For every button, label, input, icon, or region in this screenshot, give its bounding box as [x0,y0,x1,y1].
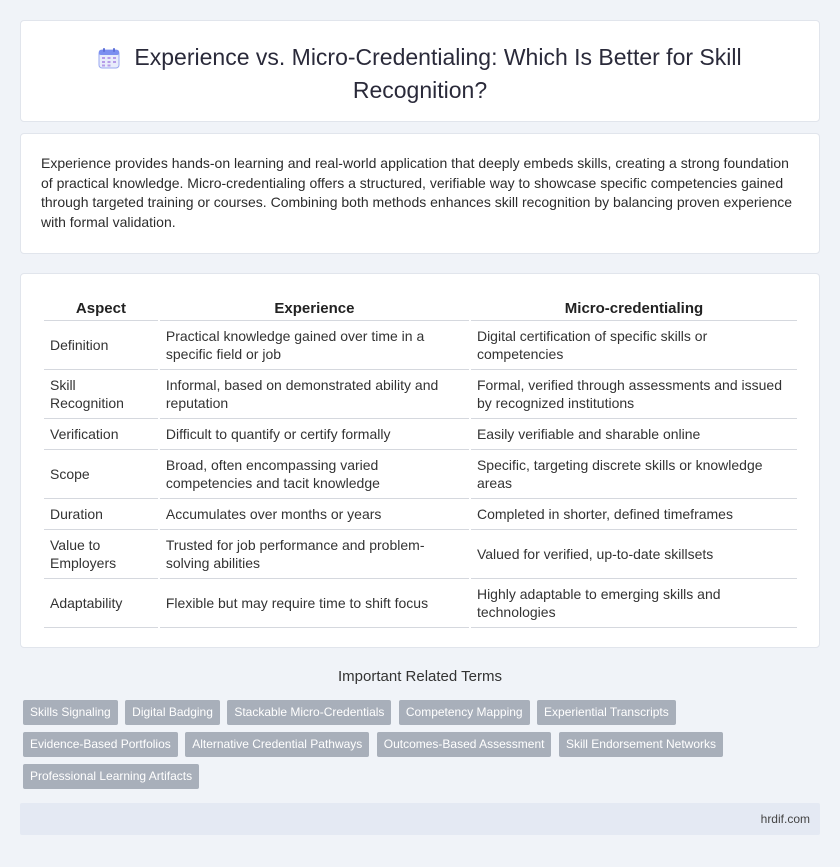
table-row [44,530,797,579]
related-term-tag[interactable]: Stackable Micro-Credentials [227,700,391,725]
related-term-tag[interactable]: Skill Endorsement Networks [559,732,723,757]
experience-cell: Broad, often encompassing varied competencies and tacit knowledge [160,450,469,499]
related-term-tag[interactable]: Competency Mapping [399,700,530,725]
micro-credentialing-cell: Completed in shorter, defined timeframes [471,499,797,530]
aspect-cell: Definition [44,321,158,370]
comparison-table [42,296,799,628]
header-experience: Experience [160,296,469,321]
page-title: Experience vs. Micro-Credentialing: Which Is Better for Skill Recognition? [134,44,742,103]
related-term-tag[interactable]: Digital Badging [125,700,220,725]
table-row [44,419,797,450]
aspect-cell: Verification [44,419,158,450]
aspect-cell: Skill Recognition [44,370,158,419]
micro-credentialing-cell: Easily verifiable and sharable online [471,419,797,450]
intro-paragraph: Experience provides hands-on learning and real-world application that deeply embeds skills, creating a strong foundation of practical knowledge. Micro-credentialing offers a structured, verifiable way to showcase specific competencies gained through targeted training or courses. Combining both methods enhances skill recognition by balancing proven experience with formal validation. [41,155,793,230]
aspect-cell: Scope [44,450,158,499]
aspect-cell: Value to Employers [44,530,158,579]
related-term-tag[interactable]: Evidence-Based Portfolios [23,732,178,757]
experience-cell: Accumulates over months or years [160,499,469,530]
related-terms-list [23,700,803,796]
experience-cell: Informal, based on demonstrated ability and reputation [160,370,469,419]
intro-card [20,133,820,254]
table-row [44,579,797,628]
header-aspect: Aspect [44,296,158,321]
related-term-tag[interactable]: Outcomes-Based Assessment [377,732,552,757]
micro-credentialing-cell: Highly adaptable to emerging skills and technologies [471,579,797,628]
experience-cell: Trusted for job performance and problem-solving abilities [160,530,469,579]
related-term-tag[interactable]: Experiential Transcripts [537,700,676,725]
table-row [44,450,797,499]
related-terms-title: Important Related Terms [338,668,502,685]
related-term-tag[interactable]: Alternative Credential Pathways [185,732,369,757]
table-row [44,321,797,370]
calendar-icon [98,47,120,76]
footer-bar [20,803,820,835]
related-term-tag[interactable]: Professional Learning Artifacts [23,764,199,789]
micro-credentialing-cell: Specific, targeting discrete skills or knowledge areas [471,450,797,499]
table-row [44,499,797,530]
experience-cell: Practical knowledge gained over time in a specific field or job [160,321,469,370]
header-micro-credentialing: Micro-credentialing [471,296,797,321]
micro-credentialing-cell: Digital certification of specific skills or competencies [471,321,797,370]
aspect-cell: Duration [44,499,158,530]
page-title-wrap [61,43,779,105]
experience-cell: Flexible but may require time to shift focus [160,579,469,628]
micro-credentialing-cell: Valued for verified, up-to-date skillsets [471,530,797,579]
experience-cell: Difficult to quantify or certify formally [160,419,469,450]
table-row [44,370,797,419]
comparison-table-card [20,273,820,648]
aspect-cell: Adaptability [44,579,158,628]
footer-site[interactable]: hrdif.com [760,812,810,826]
micro-credentialing-cell: Formal, verified through assessments and issued by recognized institutions [471,370,797,419]
related-term-tag[interactable]: Skills Signaling [23,700,118,725]
header-card [20,20,820,122]
table-header-row [44,296,797,321]
